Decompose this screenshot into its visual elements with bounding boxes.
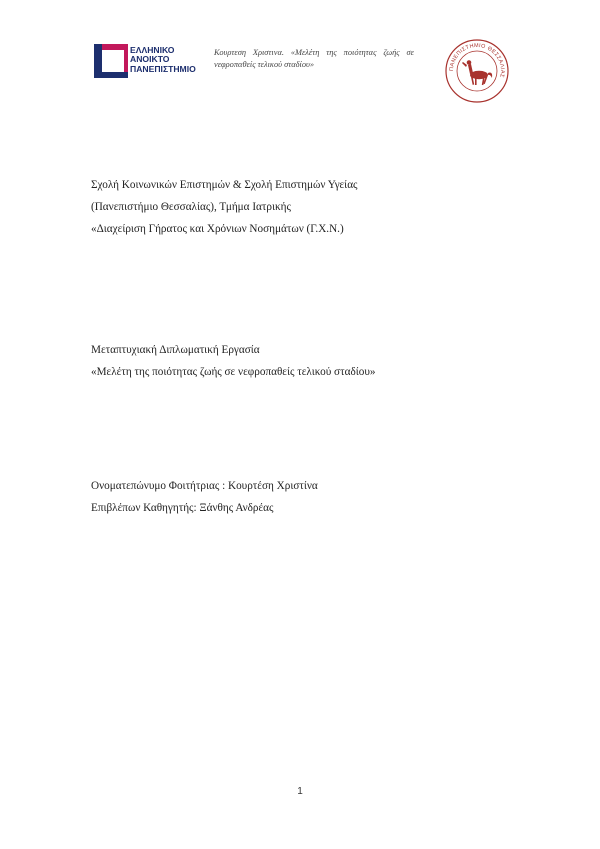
- university-seal-icon: [444, 38, 510, 104]
- eap-logo-line: ΠΑΝΕΠΙΣΤΗΜΙΟ: [130, 63, 196, 74]
- thesis-title: «Μελέτη της ποιότητας ζωής σε νεφροπαθείς τελικού σταδίου»: [91, 366, 376, 378]
- institution-schools: Σχολή Κοινωνικών Επιστημών & Σχολή Επιστημών Υγείας: [91, 179, 358, 191]
- page-number: 1: [297, 786, 303, 797]
- eap-logo-icon: [92, 42, 130, 80]
- thesis-type: Μεταπτυχιακή Διπλωματική Εργασία: [91, 344, 260, 356]
- institution-block: [91, 174, 357, 240]
- hellenic-open-university-logo: [92, 42, 202, 84]
- student-name: Ονοματεπώνυμο Φοιτήτριας : Κουρτέση Χριστίνα: [91, 480, 318, 492]
- thesis-block: [91, 339, 375, 383]
- people-block: [91, 475, 318, 519]
- institution-department: (Πανεπιστήμιο Θεσσαλίας), Τμήμα Ιατρικής: [91, 201, 291, 213]
- seal-ring-text: ΠΑΝΕΠΙΣΤΗΜΙΟ ΘΕΣΣΑΛΙΑΣ: [448, 42, 506, 79]
- header-note: Κουρτεση Χριστινα. «Μελέτη της ποιότητας ζωής σε νεφροπαθείς τελικού σταδίου»: [214, 48, 414, 69]
- eap-logo-text: [130, 46, 196, 74]
- centaur-figure: [462, 60, 492, 85]
- program-name: «Διαχείριση Γήρατος και Χρόνιων Νοσημάτων (Γ.Χ.Ν.): [91, 223, 344, 235]
- eap-logo-line: ΑΝΟΙΚΤΟ: [130, 54, 170, 65]
- supervisor-name: Επιβλέπων Καθηγητής: Ξάνθης Ανδρέας: [91, 502, 274, 514]
- eap-logo-line: ΕΛΛΗΝΙΚΟ: [130, 45, 175, 55]
